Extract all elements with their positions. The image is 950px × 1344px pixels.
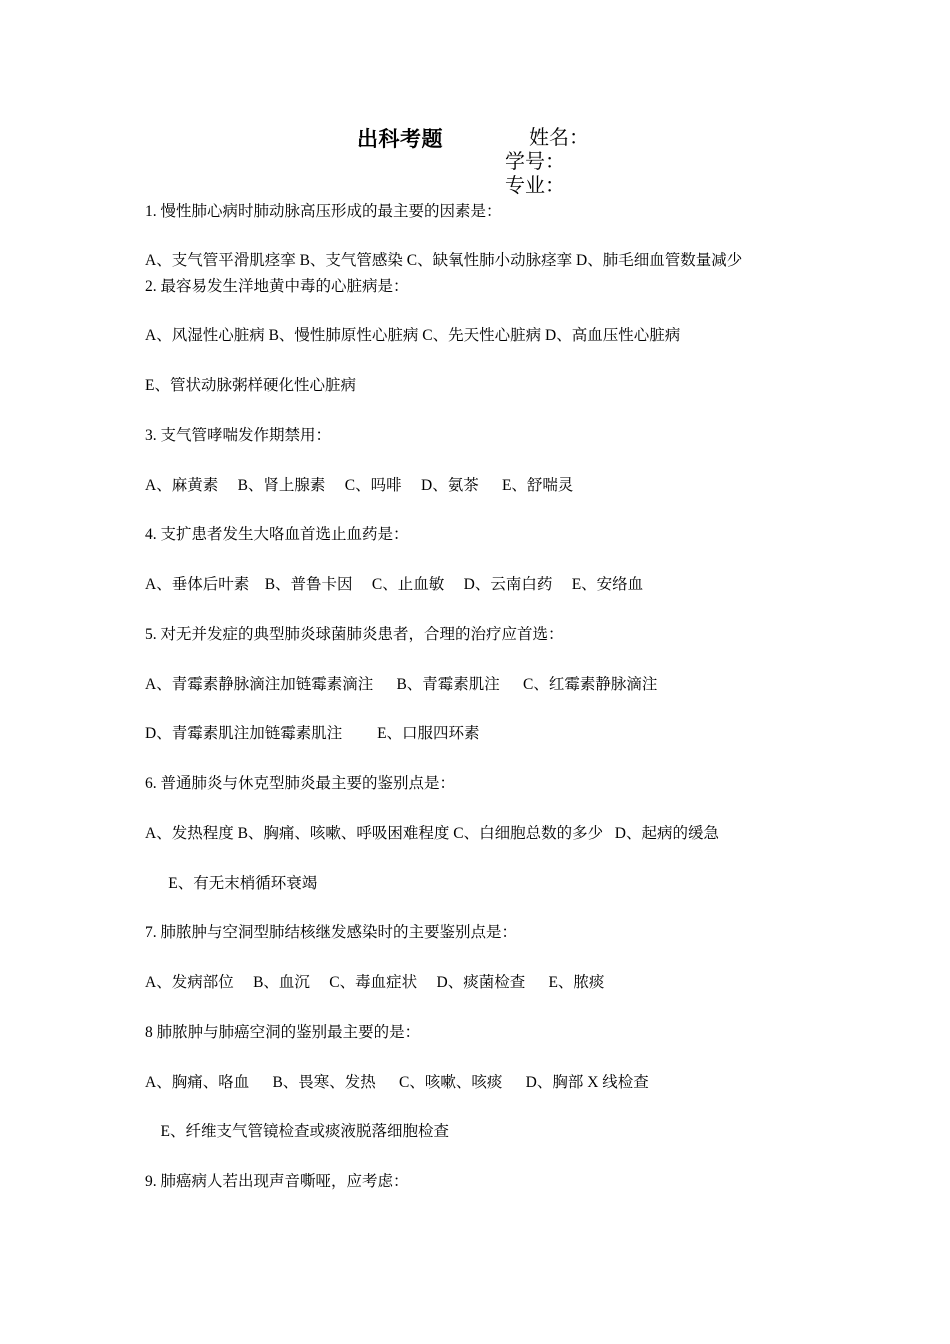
question-5-options-a: A、青霉素静脉滴注加链霉素滴注 B、青霉素肌注 C、红霉素静脉滴注: [145, 676, 658, 693]
question-2-option-e: E、管状动脉粥样硬化性心脏病: [145, 377, 356, 394]
question-6: 6. 普通肺炎与休克型肺炎最主要的鉴别点是：: [145, 775, 456, 792]
student-id-label: 学号：: [505, 151, 565, 173]
question-3: 3. 支气管哮喘发作期禁用：: [145, 427, 332, 444]
question-7: 7. 肺脓肿与空洞型肺结核继发感染时的主要鉴别点是：: [145, 924, 518, 941]
question-5-options-b: D、青霉素肌注加链霉素肌注 E、口服四环素: [145, 725, 480, 742]
question-2-options: A、风湿性心脏病 B、慢性肺原性心脏病 C、先天性心脏病 D、高血压性心脏病: [145, 327, 681, 344]
question-2: 2. 最容易发生洋地黄中毒的心脏病是：: [145, 278, 409, 295]
question-5: 5. 对无并发症的典型肺炎球菌肺炎患者，合理的治疗应首选：: [145, 626, 564, 643]
question-6-options: A、发热程度 B、胸痛、咳嗽、呼吸困难程度 C、白细胞总数的多少 D、起病的缓急: [145, 825, 719, 842]
question-3-options: A、麻黄素 B、肾上腺素 C、吗啡 D、氨茶 E、舒喘灵: [145, 477, 574, 494]
name-label: 姓名：: [529, 127, 589, 149]
question-4-options: A、垂体后叶素 B、普鲁卡因 C、止血敏 D、云南白药 E、安络血: [145, 576, 644, 593]
question-6-option-e: E、有无末梢循环衰竭: [145, 875, 318, 892]
question-9: 9. 肺癌病人若出现声音嘶哑，应考虑：: [145, 1173, 409, 1190]
major-label: 专业：: [505, 175, 565, 197]
question-7-options: A、发病部位 B、血沉 C、毒血症状 D、痰菌检查 E、脓痰: [145, 974, 605, 991]
question-1: 1. 慢性肺心病时肺动脉高压形成的最主要的因素是：: [145, 203, 502, 220]
question-1-options: A、支气管平滑肌痉挛 B、支气管感染 C、缺氧性肺小动脉痉挛 D、肺毛细血管数量减少: [145, 252, 743, 269]
question-8-option-e: E、纤维支气管镜检查或痰液脱落细胞检查: [145, 1123, 449, 1140]
question-8: 8 肺脓肿与肺癌空洞的鉴别最主要的是：: [145, 1024, 421, 1041]
question-8-options: A、胸痛、咯血 B、畏寒、发热 C、咳嗽、咳痰 D、胸部 X 线检查: [145, 1074, 649, 1091]
question-4: 4. 支扩患者发生大咯血首选止血药是：: [145, 526, 409, 543]
exam-title: 出科考题: [357, 127, 443, 151]
